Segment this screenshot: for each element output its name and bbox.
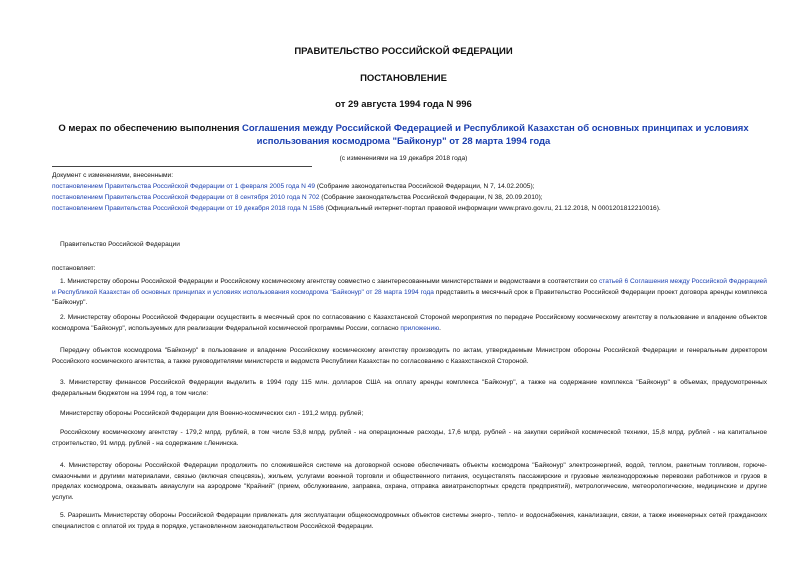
amended-note: (с изменениями на 19 декабря 2018 года): [339, 155, 468, 162]
appendix-link[interactable]: приложению: [400, 324, 440, 332]
change-source: (Официальный интернет-портал правовой информации www.pravo.gov.ru, 21.12.2018, N 0001201812210016).: [323, 205, 661, 212]
paragraph-4: 4. Министерству обороны Российской Федерации продолжить по сложившейся системе на договорной основе обеспечивать объекты космодрома "Байконур" электроэнергией, водой, теплом, ракетным топливом, горюче-смазочными и другими материалами, связью (включая спецсвязь), жильем, услугами военной торговли и общественного питания, осуществлять пассажирские и грузовые железнодорожные перевозки работников и грузов в пределах космодрома, оказывать авиауслуги на аэродроме "Крайний" (прием, обслуживание, заправка, охрана, отправка авиатранспортных средств предприятий), метрологические, метеорологические, медицинские и другие услуги.: [52, 462, 767, 501]
document-kind-heading: ПОСТАНОВЛЕНИЕ: [360, 73, 447, 84]
changes-intro: Документ с изменениями, внесенными:: [52, 172, 174, 179]
government-heading: ПРАВИТЕЛЬСТВО РОССИЙСКОЙ ФЕДЕРАЦИИ: [294, 46, 513, 57]
change-item: [52, 203, 767, 214]
changes-list: [52, 170, 767, 214]
paragraph-2: [52, 313, 767, 334]
change-source: (Собрание законодательства Российской Федерации, N 38, 20.09.2010);: [319, 194, 543, 201]
paragraph-3-item-1: Министерству обороны Российской Федерации для Военно-космических сил - 191,2 млрд. рублей;: [60, 410, 364, 417]
paragraph-2-text: 2. Министерству обороны Российской Федерации осуществить в месячный срок по согласованию с Казахстанской Стороной мероприятия по передаче Российскому космическому агентству в пользование и владение объектов космодрома "Байконур", используемых для реализации Федеральной космической программы России, согласно: [52, 314, 767, 332]
paragraph-3-item-2: Российскому космическому агентству - 179,2 млрд. рублей, в том числе 53,8 млрд. рублей - на операционные расходы, 17,6 млрд. рублей - на закупки серийной космической техники, 15,8 млрд. рублей - на капитальное строительство, 91 млрд. рублей - на содержание г.Ленинска.: [52, 429, 767, 447]
change-link-2005[interactable]: постановлением Правительства Российской Федерации от 1 февраля 2005 года N 49: [52, 183, 316, 190]
paragraph-2-continued: Передачу объектов космодрома "Байконур" в пользование и владение Российскому космическому агентству производить по актам, утверждаемым Министром обороны Российской Федерации и генеральным директором Российского космического агентства, а также руководителями министерств и ведомств Республики Казахстан по согласованию с Казахстанской Стороной.: [52, 347, 767, 365]
document-title: [40, 122, 767, 148]
change-link-2010[interactable]: постановлением Правительства Российской Федерации от 8 сентября 2010 года N 702: [52, 194, 320, 201]
body-government: Правительство Российской Федерации: [60, 241, 180, 248]
change-item: [52, 181, 767, 192]
agreement-link[interactable]: Соглашения между Российской Федерацией и Республикой Казахстан об основных принципах и условиях использования космодрома "Байконур" от 28 марта 1994 года: [242, 123, 749, 147]
paragraph-2-text-end: .: [439, 324, 442, 332]
paragraph-3: 3. Министерству финансов Российской Федерации выделить в 1994 году 115 млн. долларов США на оплату аренды комплекса "Байконур", а также на содержание комплекса "Байконур" в объемах, предусмотренных федеральным бюджетом на 1994 год, в том числе:: [52, 379, 767, 397]
change-source: (Собрание законодательства Российской Федерации, N 7, 14.02.2005);: [315, 183, 535, 190]
paragraph-1: [52, 277, 767, 309]
body-resolves: постановляет:: [52, 265, 96, 272]
change-link-2018[interactable]: постановлением Правительства Российской Федерации от 19 декабря 2018 года N 1586: [52, 205, 324, 212]
paragraph-1-text-end: представить в месячный срок в Правительство Российской Федерации проект договора аренды комплекса "Байконур".: [52, 288, 767, 306]
paragraph-5: 5. Разрешить Министерству обороны Российской Федерации привлекать для эксплуатации общекосмодромных объектов системы энерго-, тепло- и водоснабжения, канализации, связи, а также инженерных сетей гражданских специалистов с оплатой их труда в порядке, установленном законодательством Российской Федерации.: [52, 512, 767, 530]
paragraph-1-text: 1. Министерству обороны Российской Федерации и Российскому космическому агентству совместно с заинтересованными министерствами и ведомствами в соответствии со: [60, 278, 599, 285]
divider: [52, 166, 312, 167]
title-prefix: О мерах по обеспечению выполнения: [58, 123, 240, 134]
article-6-link[interactable]: статьей 6 Соглашения между Российской Федерацией и Республикой Казахстан об основных принципах и условиях использования космодрома "Байконур" от 28 марта 1994 года: [52, 278, 767, 296]
change-item: [52, 192, 767, 203]
document-date: от 29 августа 1994 года N 996: [335, 99, 472, 110]
